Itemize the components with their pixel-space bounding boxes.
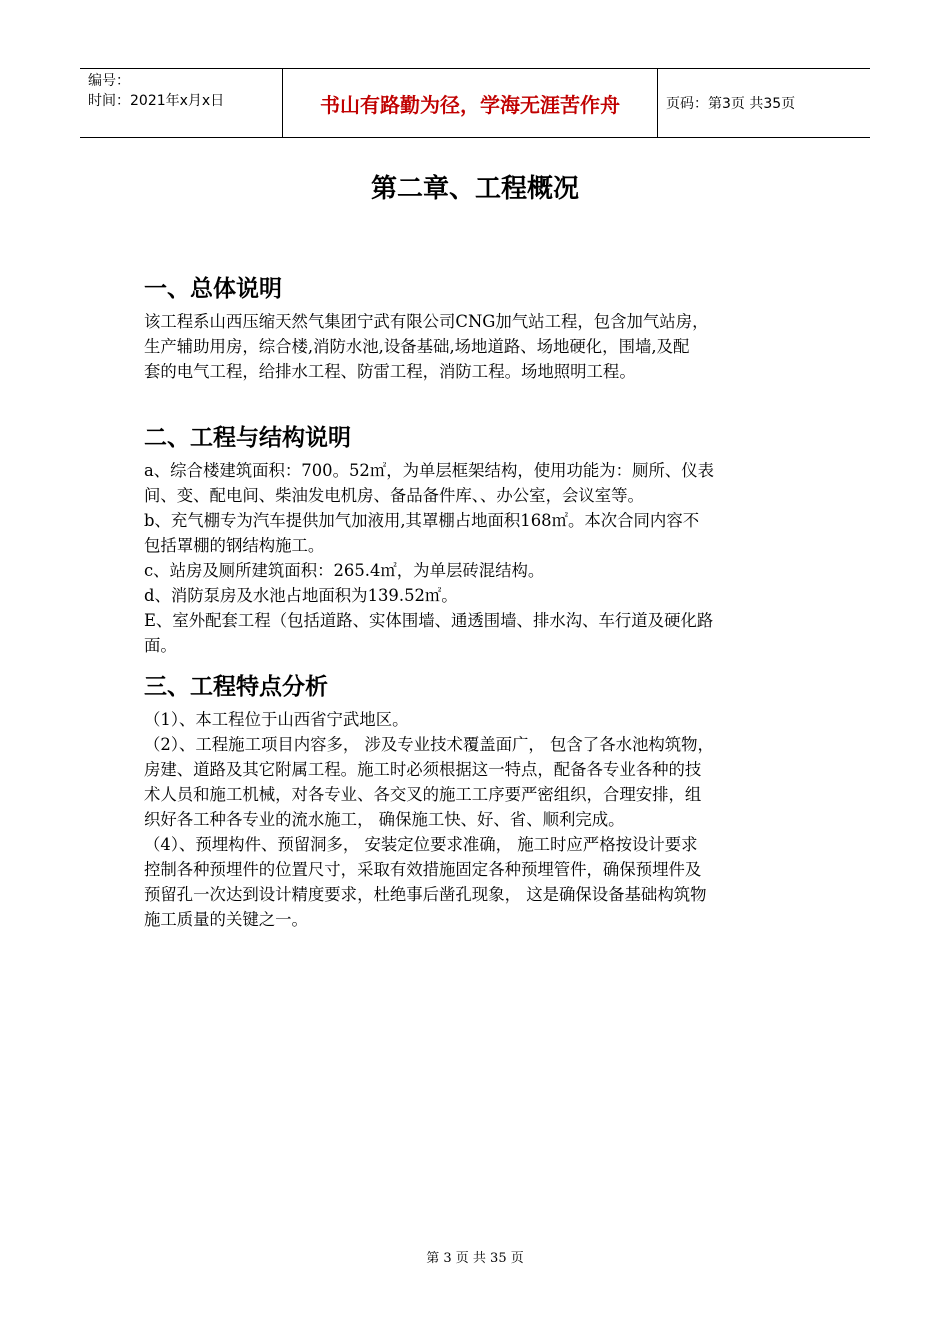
section-body-overview [144, 309, 824, 384]
paragraph-line: （1）、本工程位于山西省宁武地区。 [144, 710, 409, 729]
section-body-structure [144, 458, 824, 658]
chapter-title: 第二章、工程概况 [370, 174, 579, 204]
page-footer: 第 3 页 共 35 页 [426, 1251, 524, 1266]
section-heading-features: 三、工程特点分析 [144, 674, 328, 700]
document-date: 时间：2021年x月x日 [88, 93, 225, 109]
paragraph-line: （4）、预埋构件、预留洞多， 安装定位要求准确， 施工时应严格按设计要求 [144, 835, 698, 854]
header-info-cell [80, 69, 282, 137]
paragraph-line: 预留孔一次达到设计精度要求，杜绝事后凿孔现象， 这是确保设备基础构筑物 [144, 885, 707, 904]
paragraph-line: a、综合楼建筑面积：700。52㎡，为单层框架结构，使用功能为：厕所、仪表 [144, 461, 715, 480]
section-body-features [144, 707, 824, 932]
section-heading-structure: 二、工程与结构说明 [144, 425, 351, 451]
paragraph-line: b、充气棚专为汽车提供加气加液用,其罩棚占地面积168㎡。本次合同内容不 [144, 511, 700, 530]
paragraph-line: 面。 [144, 636, 177, 655]
paragraph-line: 生产辅助用房，综合楼,消防水池,设备基础,场地道路、场地硬化，围墙,及配 [144, 337, 690, 356]
paragraph-line: 施工质量的关键之一。 [144, 910, 308, 929]
paragraph-line: c、站房及厕所建筑面积：265.4㎡，为单层砖混结构。 [144, 561, 545, 580]
paragraph-line: 包括罩棚的钢结构施工。 [144, 536, 325, 555]
paragraph-line: 房建、道路及其它附属工程。施工时必须根据这一特点，配备各专业各种的技 [144, 760, 702, 779]
section-heading-overview: 一、总体说明 [144, 276, 282, 302]
paragraph-line: （2）、工程施工项目内容多， 涉及专业技术覆盖面广， 包含了各水池构筑物， [144, 735, 714, 754]
paragraph-line: 套的电气工程，给排水工程、防雷工程，消防工程。场地照明工程。 [144, 362, 636, 381]
paragraph-line: 该工程系山西压缩天然气集团宁武有限公司CNG加气站工程，包含加气站房， [144, 312, 709, 331]
paragraph-line: d、消防泵房及水池占地面积为139.52㎡。 [144, 586, 458, 605]
paragraph-line: E、室外配套工程（包括道路、实体围墙、通透围墙、排水沟、车行道及硬化路 [144, 611, 714, 630]
paragraph-line: 控制各种预埋件的位置尺寸，采取有效措施固定各种预埋管件，确保预埋件及 [144, 860, 702, 879]
header-page-number: 页码：第3页 共35页 [666, 96, 796, 112]
paragraph-line: 织好各工种各专业的流水施工， 确保施工快、好、省、顺利完成。 [144, 810, 625, 829]
page-header [80, 68, 870, 138]
paragraph-line: 间、变、配电间、柴油发电机房、备品备件库、、办公室，会议室等。 [144, 486, 644, 505]
header-motto: 书山有路勤为径，学海无涯苦作舟 [282, 69, 658, 137]
paragraph-line: 术人员和施工机械，对各专业、各交叉的施工工序要严密组织，合理安排，组 [144, 785, 702, 804]
document-number: 编号： [88, 73, 130, 89]
